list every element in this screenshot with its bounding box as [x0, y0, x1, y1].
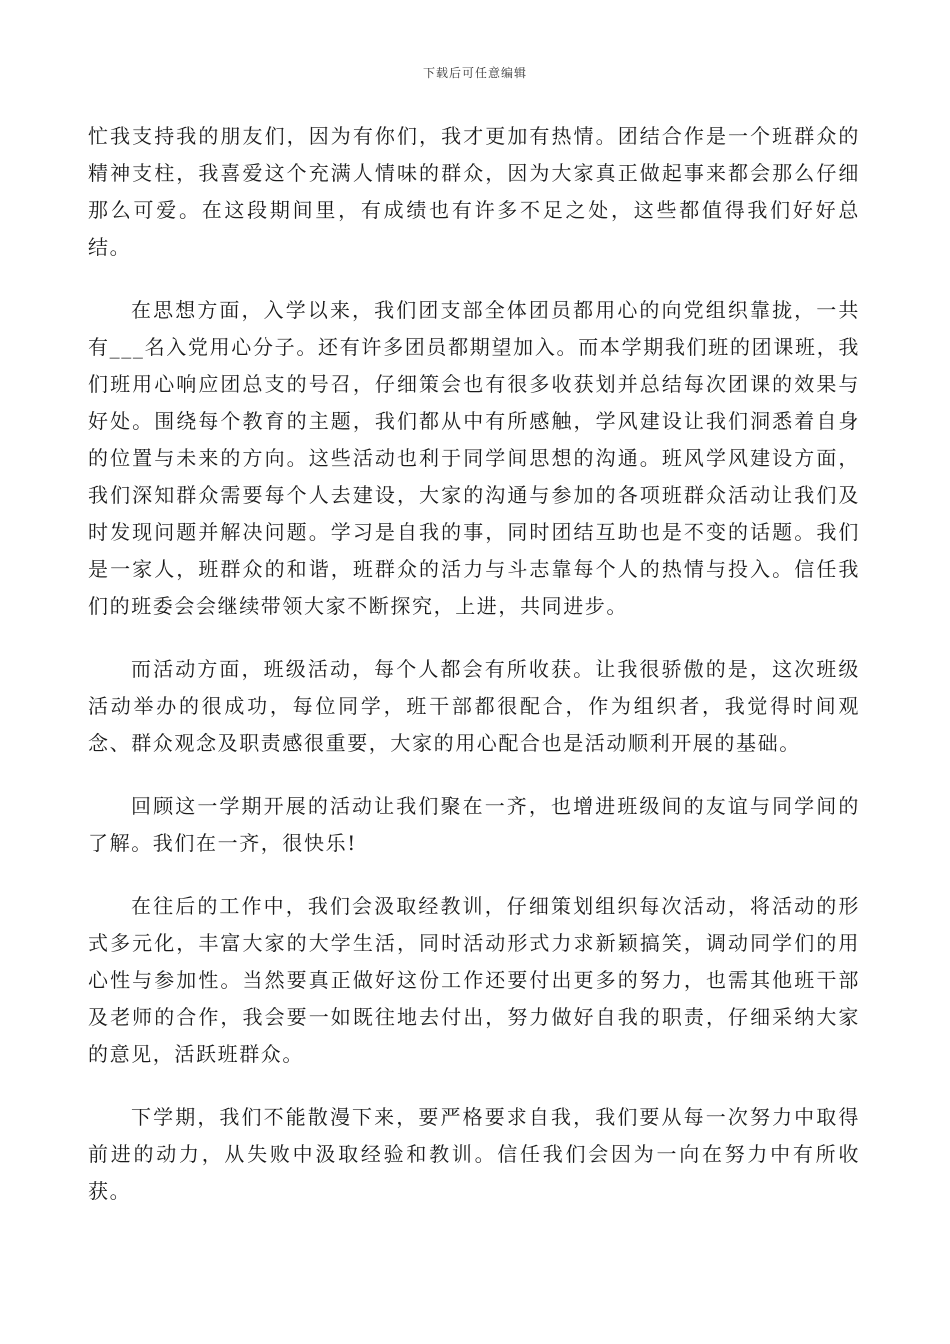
paragraph-spacer — [88, 862, 860, 888]
paragraph-spacer — [88, 1073, 860, 1099]
paragraph-spacer — [88, 266, 860, 292]
paragraph-spacer — [88, 625, 860, 651]
paragraph-4: 回顾这一学期开展的活动让我们聚在一齐，也增进班级间的友谊与同学间的了解。我们在一齐，很快乐! — [88, 794, 860, 855]
header-note: 下载后可任意编辑 — [422, 66, 527, 80]
paragraph-3: 而活动方面，班级活动，每个人都会有所收获。让我很骄傲的是，这次班级活动举办的很成功，每位同学，班干部都很配合，作为组织者，我觉得时间观念、群众观念及职责感很重要，大家的用心配合也是活动顺利开展的基础。 — [88, 657, 860, 755]
paragraph-6: 下学期，我们不能散漫下来，要严格要求自我，我们要从每一次努力中取得前进的动力，从失败中汲取经验和教训。信任我们会因为一向在努力中有所收获。 — [88, 1105, 860, 1203]
document-body — [88, 118, 860, 1210]
paragraph-spacer — [88, 762, 860, 788]
paragraph-2: 在思想方面，入学以来，我们团支部全体团员都用心的向党组织靠拢，一共有___名入党用心分子。还有许多团员都期望加入。而本学期我们班的团课班，我们班用心响应团总支的号召，仔细策会也有很多收获划并总结每次团课的效果与好处。围绕每个教育的主题，我们都从中有所感触，学风建设让我们洞悉着自身的位置与未来的方向。这些活动也利于同学间思想的沟通。班风学风建设方面，我们深知群众需要每个人去建设，大家的沟通与参加的各项班群众活动让我们及时发现问题并解决问题。学习是自我的事，同时团结互助也是不变的话题。我们是一家人，班群众的和谐，班群众的活力与斗志靠每个人的热情与投入。信任我们的班委会会继续带领大家不断探究，上进，共同进步。 — [88, 298, 860, 618]
paragraph-5: 在往后的工作中，我们会汲取经教训，仔细策划组织每次活动，将活动的形式多元化，丰富大家的大学生活，同时活动形式力求新颖搞笑，调动同学们的用心性与参加性。当然要真正做好这份工作还要付出更多的努力，也需其他班干部及老师的合作，我会要一如既往地去付出，努力做好自我的职责，仔细采纳大家的意见，活跃班群众。 — [88, 894, 860, 1066]
paragraph-1: 忙我支持我的朋友们，因为有你们，我才更加有热情。团结合作是一个班群众的精神支柱，我喜爱这个充满人情味的群众，因为大家真正做起事来都会那么仔细那么可爱。在这段期间里，有成绩也有许多不足之处，这些都值得我们好好总结。 — [88, 124, 860, 259]
